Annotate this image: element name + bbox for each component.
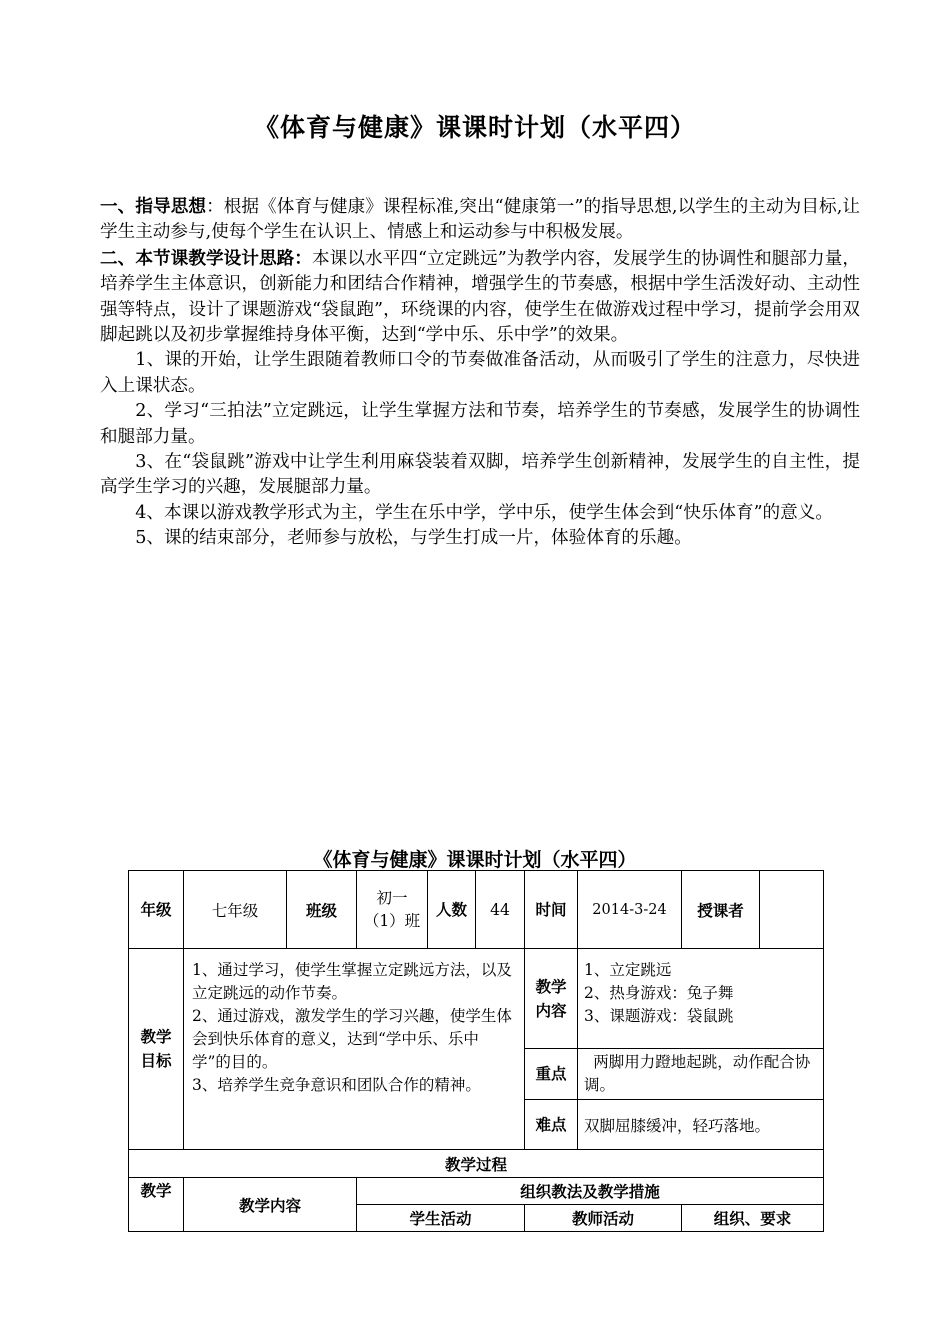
content-item: 3、课题游戏：袋鼠跳 [584,1007,734,1025]
class-value: 初一（1）班 [357,871,428,949]
table-row [129,871,824,949]
difficulty-label: 难点 [525,1100,578,1150]
goal-item: 1、通过学习，使学生掌握立定跳远方法，以及立定跳远的动作节奏。 [192,961,512,1002]
class-label: 班级 [287,871,357,949]
key-point-label: 重点 [525,1049,578,1100]
grade-label: 年级 [129,871,184,949]
time-label: 时间 [525,871,578,949]
teacher-value [760,871,824,949]
section-heading: 一、指导思想 [100,196,207,217]
stage-header: 教学 [129,1178,184,1232]
document-title: 《体育与健康》课课时计划（水平四） [253,113,696,142]
student-count-label: 人数 [428,871,476,949]
section-heading: 二、本节课教学设计思路： [100,247,312,269]
content-label: 教学内容 [525,949,578,1049]
section-design-idea [100,246,860,349]
goal-item: 3、培养学生竞争意识和团队合作的精神。 [192,1076,481,1094]
design-point: 5、课的结束部分，老师参与放松，与学生打成一片，体验体育的乐趣。 [135,528,692,549]
goals-cell [184,949,525,1150]
goals-label: 教学目标 [129,949,184,1150]
student-activity-header: 学生活动 [357,1205,525,1232]
table-row [129,949,824,1049]
design-point: 1、课的开始，让学生跟随着教师口令的节奏做准备活动，从而吸引了学生的注意力，尽快进入上课状态。 [100,350,860,396]
student-count-value: 44 [476,871,525,949]
methods-header: 组织教法及教学措施 [357,1178,824,1205]
time-value: 2014-3-24 [578,871,682,949]
process-header: 教学过程 [129,1150,824,1178]
content-item: 2、热身游戏：兔子舞 [584,984,734,1002]
section-guiding-thought [100,194,860,246]
content-column-header: 教学内容 [184,1178,357,1232]
design-point: 2、学习“三拍法”立定跳远，让学生掌握方法和节奏，培养学生的节奏感，发展学生的协调性和腿部力量。 [100,401,860,447]
goal-item: 2、通过游戏，激发学生的学习兴趣，使学生体会到快乐体育的意义，达到“学中乐、乐中学”的目的。 [192,1007,512,1071]
document-body [100,194,860,552]
design-point: 3、在“袋鼠跳”游戏中让学生利用麻袋装着双脚，培养学生创新精神，发展学生的自主性，提高学生学习的兴趣，发展腿部力量。 [100,452,860,498]
content-cell [578,949,824,1049]
table-title: 《体育与健康》课课时计划（水平四） [313,849,637,871]
organization-header: 组织、要求 [682,1205,824,1232]
design-point: 4、本课以游戏教学形式为主，学生在乐中学，学中乐，使学生体会到“快乐体育”的意义。 [135,502,833,523]
content-item: 1、立定跳远 [584,961,672,979]
difficulty-text: 双脚屈膝缓冲，轻巧落地。 [578,1100,824,1150]
section-text: 本课以水平四“立定跳远”为教学内容，发展学生的协调性和腿部力量，培养学生主体意识，创新能力和团结合作精神，增强学生的节奏感，根据中学生活泼好动、主动性强等特点，设计了课题游戏“袋鼠跑”，环绕课的内容，使学生在做游戏过程中学习，提前学会用双脚起跳以及初步掌握维持身体平衡，达到“学中乐、乐中学”的效果。 [100,248,860,346]
table-row [129,1150,824,1178]
section-text: ：根据《体育与健康》课程标准,突出“健康第一”的指导思想,以学生的主动为目标,让学生主动参与,使每个学生在认识上、情感上和运动参与中积极发展。 [100,197,860,243]
teacher-label: 授课者 [682,871,760,949]
lesson-plan-table [128,870,824,1232]
key-point-text: 两脚用力蹬地起跳，动作配合协调。 [578,1049,824,1100]
grade-value: 七年级 [184,871,287,949]
table-row [129,1178,824,1205]
teacher-activity-header: 教师活动 [525,1205,682,1232]
